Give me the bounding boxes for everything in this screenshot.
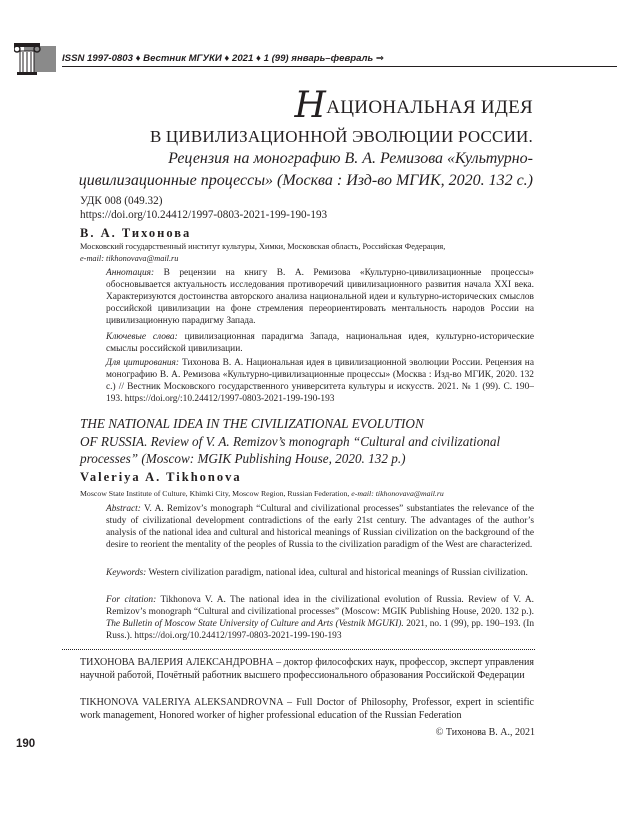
- en-citation-journal: The Bulletin of Moscow State University of Culture and Arts (Vestnik MGUKI).: [106, 619, 404, 629]
- ru-citation: [106, 357, 534, 405]
- column-icon: [14, 40, 56, 76]
- ru-subtitle-line1: Рецензия на монографию В. А. Ремизова «Культурно-: [168, 150, 533, 167]
- doi-link[interactable]: https://doi.org/10.24412/1997-0803-2021-199-190-193: [80, 209, 328, 221]
- ru-title-line1: [294, 85, 533, 126]
- bio-ru: ТИХОНОВА ВАЛЕРИЯ АЛЕКСАНДРОВНА – доктор философских наук, профессор, эксперт управления научной работой, Почётный работник высшего профессионального образования Российской Федерации: [80, 657, 534, 681]
- en-abstract-label: Abstract:: [106, 504, 141, 514]
- dotted-separator: [62, 649, 535, 650]
- title-dropcap: Н: [294, 85, 327, 126]
- abstract-label: Аннотация:: [106, 268, 155, 278]
- en-abstract: [106, 503, 534, 551]
- en-keywords-label: Keywords:: [106, 568, 147, 578]
- udc-code: УДК 008 (049.32): [80, 195, 163, 207]
- en-keywords-text: Western civilization paradigm, national idea, cultural and historical meanings of Russian civilization.: [148, 568, 528, 578]
- ru-keywords: [106, 331, 534, 355]
- en-email[interactable]: e-mail: tikhonovava@mail.ru: [351, 489, 444, 498]
- en-citation-text-b: 2021, no. 1 (99), pp. 190–193. (In Russ.). https://doi.org/10.24412/1997-0803-2021-199-190-193: [106, 619, 535, 641]
- citation-label: Для цитирования:: [106, 358, 180, 368]
- ru-affiliation: Московский государственный институт культуры, Химки, Московская область, Российская Федерация,: [80, 242, 446, 251]
- journal-header: ISSN 1997-0803 ♦ Вестник МГУКИ ♦ 2021 ♦ 1 (99) январь–февраль ⇒: [62, 53, 384, 64]
- bio-en: TIKHONOVA VALERIYA ALEKSANDROVNA – Full Doctor of Philosophy, Professor, expert in scientific work management, Honored worker of higher professional education of the Russian Federation: [80, 697, 534, 721]
- keywords-label: Ключевые слова:: [106, 332, 178, 342]
- keywords-text: цивилизационная парадигма Запада, национальная идея, культурно-исторические смыслы российской цивилизации.: [106, 332, 534, 354]
- en-title-line1: THE NATIONAL IDEA IN THE CIVILIZATIONAL EVOLUTION: [80, 416, 424, 431]
- en-abstract-text: V. A. Remizov’s monograph “Cultural and civilizational processes” substantiates the relevance of the study of civilizational development contradictions of the early 21st century. The advantages of the author’s analysis of the national idea and cultural and historical meanings of Russian civilization on the background of the desire to reorient the mentality of the peoples of Russia to the civilization paradigm of the West are characterized.: [106, 504, 534, 550]
- en-citation-text-a: Tikhonova V. A. The national idea in the civilizational evolution of Russia. Review of V. A. Remizov’s monograph “Cultural and civilizational processes” (Moscow: MGIK Publishing House, 2020. 132 p.).: [106, 595, 534, 617]
- page-number: 190: [16, 738, 36, 750]
- en-title-line3: processes” (Moscow: MGIK Publishing House, 2020. 132 p.): [80, 451, 406, 466]
- en-citation-label: For citation:: [106, 595, 157, 605]
- ru-abstract: [106, 267, 534, 327]
- ru-title-line2: В ЦИВИЛИЗАЦИОННОЙ ЭВОЛЮЦИИ РОССИИ.: [149, 127, 533, 146]
- ru-email[interactable]: e-mail: tikhonovava@mail.ru: [80, 254, 179, 263]
- citation-text: Тихонова В. А. Национальная идея в цивилизационной эволюции России. Рецензия на монографию В. А. Ремизова «Культурно-цивилизационные процессы» (Москва : Изд-во МГИК, 2020. 132 с.) // Вестник Московского государственного университета культуры и искусств. 2021. № 1 (99). С. 190–193. https://doi.org/:10.24412/1997-0803-2021-199-190-193: [106, 358, 534, 404]
- journal-logo: [14, 40, 56, 76]
- en-affiliation-line: [80, 489, 444, 498]
- en-title-line2: OF RUSSIA. Review of V. A. Remizov’s monograph “Cultural and civilizational: [80, 434, 501, 449]
- en-author: Valeriya A. Tikhonova: [80, 470, 242, 484]
- en-affiliation: Moscow State Institute of Culture, Khimki City, Moscow Region, Russian Federation,: [80, 489, 350, 498]
- ru-author: В. А. Тихонова: [80, 226, 192, 240]
- header-rule: [62, 66, 617, 67]
- en-keywords: [106, 567, 534, 579]
- abstract-text: В рецензии на книгу В. А. Ремизова «Культурно-цивилизационные процессы» обосновывается актуальность исследования противоречий цивилизационного развития начала XXI века. Характеризуются достоинства авторского анализа национальной идеи и культурно-исторических смыслов российской цивилизации на фоне стремления переориентировать ментальность народов России на цивилизационную парадигму Запада.: [106, 268, 534, 326]
- en-citation: [106, 594, 534, 642]
- copyright: © Тихонова В. А., 2021: [435, 727, 535, 738]
- ru-subtitle-line2: цивилизационные процессы» (Москва : Изд-во МГИК, 2020. 132 с.): [78, 172, 533, 189]
- title-rest: АЦИОНАЛЬНАЯ ИДЕЯ: [326, 97, 533, 118]
